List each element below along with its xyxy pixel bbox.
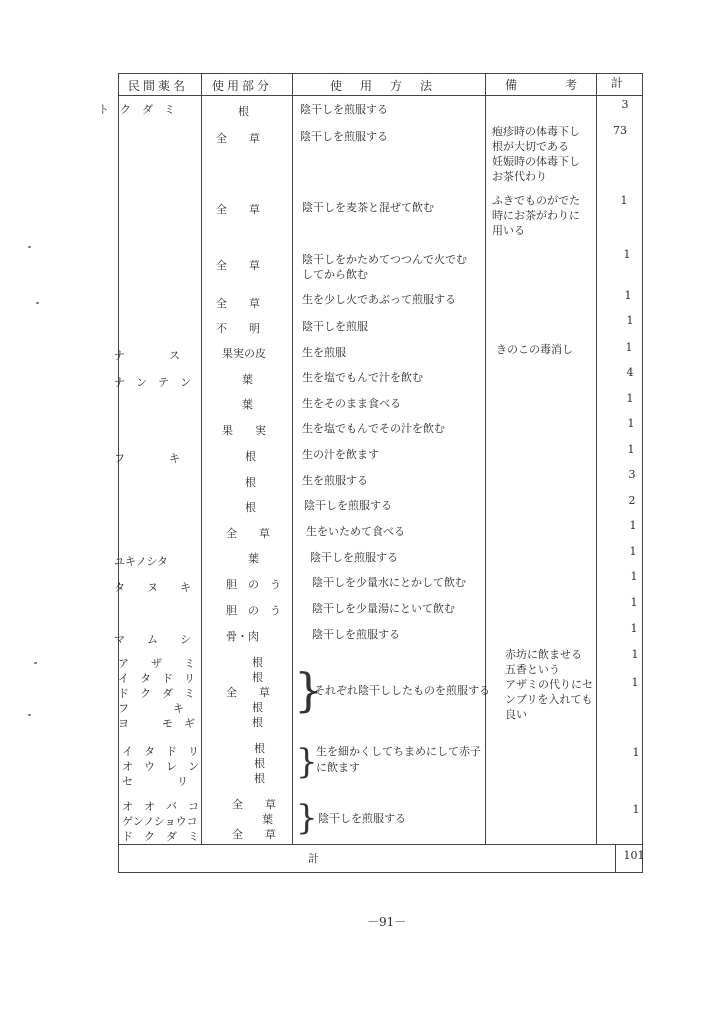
group-1-method: それぞれ陰干ししたものを煎服する <box>314 684 490 697</box>
row-12-count: 3 <box>628 468 636 481</box>
header-name: 民間薬名 <box>128 79 189 93</box>
row-13-method: 陰干しを煎服する <box>304 499 392 512</box>
row-12-part: 根 <box>245 476 256 489</box>
column-divider-3 <box>485 73 486 844</box>
group-1-name-4: フ キ <box>118 702 184 715</box>
group-1-note-line-3: アザミの代りにセ <box>505 678 593 691</box>
row-18-method: 陰干しを煎服する <box>312 628 400 641</box>
group-3-name-3: ド ク ダ ミ <box>122 830 199 843</box>
row-17-method: 陰干しを少量湯にといて飲む <box>312 602 455 615</box>
row-2-method: 陰干しを煎服する <box>300 130 388 143</box>
scan-speck <box>34 662 37 664</box>
header-part: 使用部分 <box>212 79 273 93</box>
row-4-part: 全 草 <box>216 259 260 272</box>
row-9-method: 生をそのまま食べる <box>302 397 401 410</box>
row-2-part: 全 草 <box>216 132 260 145</box>
table-bottom-border <box>118 872 642 873</box>
group-2-name-2: オ ウ レ ン <box>122 760 199 773</box>
row-8-method: 生を塩でもんで汁を飲む <box>302 371 423 384</box>
row-13-part: 根 <box>245 501 256 514</box>
row-8-count: 4 <box>626 366 634 379</box>
group-2-name-3: セ リ <box>122 775 188 788</box>
row-16-method: 陰干しを少量水にとかして飲む <box>312 576 466 589</box>
row-10-part: 果 実 <box>222 424 266 437</box>
group-3-method: 陰干しを煎服する <box>318 812 406 825</box>
row-15-count: 1 <box>629 545 637 558</box>
scan-speck <box>36 302 39 304</box>
scan-speck <box>28 246 31 248</box>
group-3-part-1: 全 草 <box>232 798 276 811</box>
row-15-name: ユキノシタ <box>114 555 168 568</box>
total-label: 計 <box>308 852 319 865</box>
group-3-part-3: 全 草 <box>232 828 276 841</box>
row-5-method: 生を少し火であぶって煎服する <box>302 293 456 306</box>
group-2-part-1: 根 <box>254 742 265 755</box>
row-8-name: ナ ン テ ン <box>114 376 191 389</box>
row-4-method-line-1: 陰干しをかためてつつんで火でむ <box>302 253 467 266</box>
group-1-name-1: ア ザ ミ <box>118 657 195 670</box>
group-1-part-4: 根 <box>252 701 263 714</box>
row-1-name: ト ク ダ ミ <box>98 103 175 116</box>
row-6-method: 陰干しを煎服 <box>302 320 368 333</box>
row-16-count: 1 <box>630 570 638 583</box>
row-3-part: 全 草 <box>216 203 260 216</box>
row-5-count: 1 <box>624 289 632 302</box>
row-16-part: 胆 の う <box>226 578 281 591</box>
header-bottom-border <box>118 95 642 96</box>
row-9-part: 葉 <box>242 398 253 411</box>
row-12-method: 生を煎服する <box>302 474 368 487</box>
group-3-name-2: ゲンノショウコ <box>122 815 198 828</box>
row-14-part: 全 草 <box>226 527 270 540</box>
row-16-name: タ ヌ キ <box>114 581 191 594</box>
row-3-count: 1 <box>620 194 628 207</box>
group-3-name-1: オ オ バ コ <box>122 800 199 813</box>
row-14-method: 生をいためて食べる <box>306 525 405 538</box>
header-note: 備 考 <box>505 78 581 92</box>
row-10-method: 生を塩でもんでその汁を飲む <box>302 422 445 435</box>
group-1-name-3: ド ク ダ ミ <box>118 687 195 700</box>
group-1-part-1: 根 <box>252 656 263 669</box>
note-dokudami-1-line-3: 妊娠時の体毒下し <box>492 155 580 168</box>
row-11-name: フ キ <box>114 452 180 465</box>
table-top-border <box>118 73 642 74</box>
scan-speck <box>28 714 31 716</box>
column-divider-4 <box>596 73 597 844</box>
group-2-method-line-2: に飲ます <box>316 761 360 774</box>
page-number: －91－ <box>367 915 407 929</box>
group-1-part-3: 全 草 <box>226 686 270 699</box>
group-1-brace: } <box>294 663 324 717</box>
row-6-part: 不 明 <box>216 322 260 335</box>
row-1-count: 3 <box>621 98 629 111</box>
column-divider-1 <box>201 73 202 844</box>
group-1-note-line-5: 良い <box>505 708 527 721</box>
note-dokudami-1-line-4: お茶代わり <box>492 170 547 183</box>
header-count: 計 <box>611 76 627 90</box>
row-7-note: きのこの毒消し <box>496 343 573 356</box>
row-13-count: 2 <box>628 494 636 507</box>
group-2-method-line-1: 生を細かくしてちまめにして赤子 <box>316 745 481 758</box>
row-10-count: 1 <box>627 417 635 430</box>
group-2-part-2: 根 <box>254 757 265 770</box>
row-7-method: 生を煎服 <box>302 346 346 359</box>
group-2-part-3: 根 <box>254 772 265 785</box>
note-dokudami-1-line-1: 疱疹時の体毒下し <box>492 125 580 138</box>
table-left-border <box>118 73 119 873</box>
row-15-part: 葉 <box>248 552 259 565</box>
row-7-name: ナ ス <box>114 349 180 362</box>
group-2-name-1: イ タ ド リ <box>122 745 199 758</box>
group-1-note-line-1: 赤坊に飲ませる <box>505 648 582 661</box>
group-1-note-line-2: 五香という <box>505 663 560 676</box>
group-1-note-line-4: ンブリを入れても <box>505 693 593 706</box>
row-18-part: 骨・肉 <box>226 630 259 643</box>
total-value: 101 <box>623 849 645 862</box>
row-18-name: マ ム シ <box>114 633 191 646</box>
group-2-brace: } <box>296 742 318 782</box>
note-dokudami-2-line-1: ふきでものがでた <box>492 194 580 207</box>
row-18-count: 1 <box>630 622 638 635</box>
group-1-part-5: 根 <box>252 716 263 729</box>
row-7-count: 1 <box>625 341 633 354</box>
row-17-count: 1 <box>630 596 638 609</box>
row-4-count: 1 <box>623 248 631 261</box>
row-14-count: 1 <box>629 519 637 532</box>
row-1-part: 根 <box>238 105 249 118</box>
group-1-count-1: 1 <box>631 648 639 661</box>
group-1-name-5: ヨ モ ギ <box>118 717 195 730</box>
row-5-part: 全 草 <box>216 297 260 310</box>
row-17-part: 胆 の う <box>226 604 281 617</box>
group-1-name-2: イ タ ド リ <box>118 672 195 685</box>
total-row-top-border <box>118 844 642 845</box>
row-4-method-line-2: してから飲む <box>302 268 368 281</box>
row-11-method: 生の汁を飲ます <box>302 448 379 461</box>
group-3-count: 1 <box>632 803 640 816</box>
header-method: 使 用 方 法 <box>330 79 436 93</box>
column-divider-2 <box>292 73 293 844</box>
row-3-method: 陰干しを麦茶と混ぜて飲む <box>302 201 434 214</box>
row-1-method: 陰干しを煎服する <box>300 103 388 116</box>
row-9-count: 1 <box>626 392 634 405</box>
group-2-count: 1 <box>632 746 640 759</box>
row-8-part: 葉 <box>242 373 253 386</box>
row-6-count: 1 <box>626 314 634 327</box>
row-2-count: 73 <box>613 124 627 137</box>
row-11-count: 1 <box>627 443 635 456</box>
row-15-method: 陰干しを煎服する <box>310 551 398 564</box>
note-dokudami-2-line-2: 時にお茶がわりに <box>492 209 580 222</box>
group-1-count-2: 1 <box>631 676 639 689</box>
row-7-part: 果実の皮 <box>222 347 266 360</box>
row-11-part: 根 <box>245 450 256 463</box>
note-dokudami-2-line-3: 用いる <box>492 224 525 237</box>
group-3-brace: } <box>296 798 318 838</box>
group-3-part-2: 葉 <box>262 813 273 826</box>
note-dokudami-1-line-2: 根が大切である <box>492 140 569 153</box>
group-1-part-2: 根 <box>252 671 263 684</box>
